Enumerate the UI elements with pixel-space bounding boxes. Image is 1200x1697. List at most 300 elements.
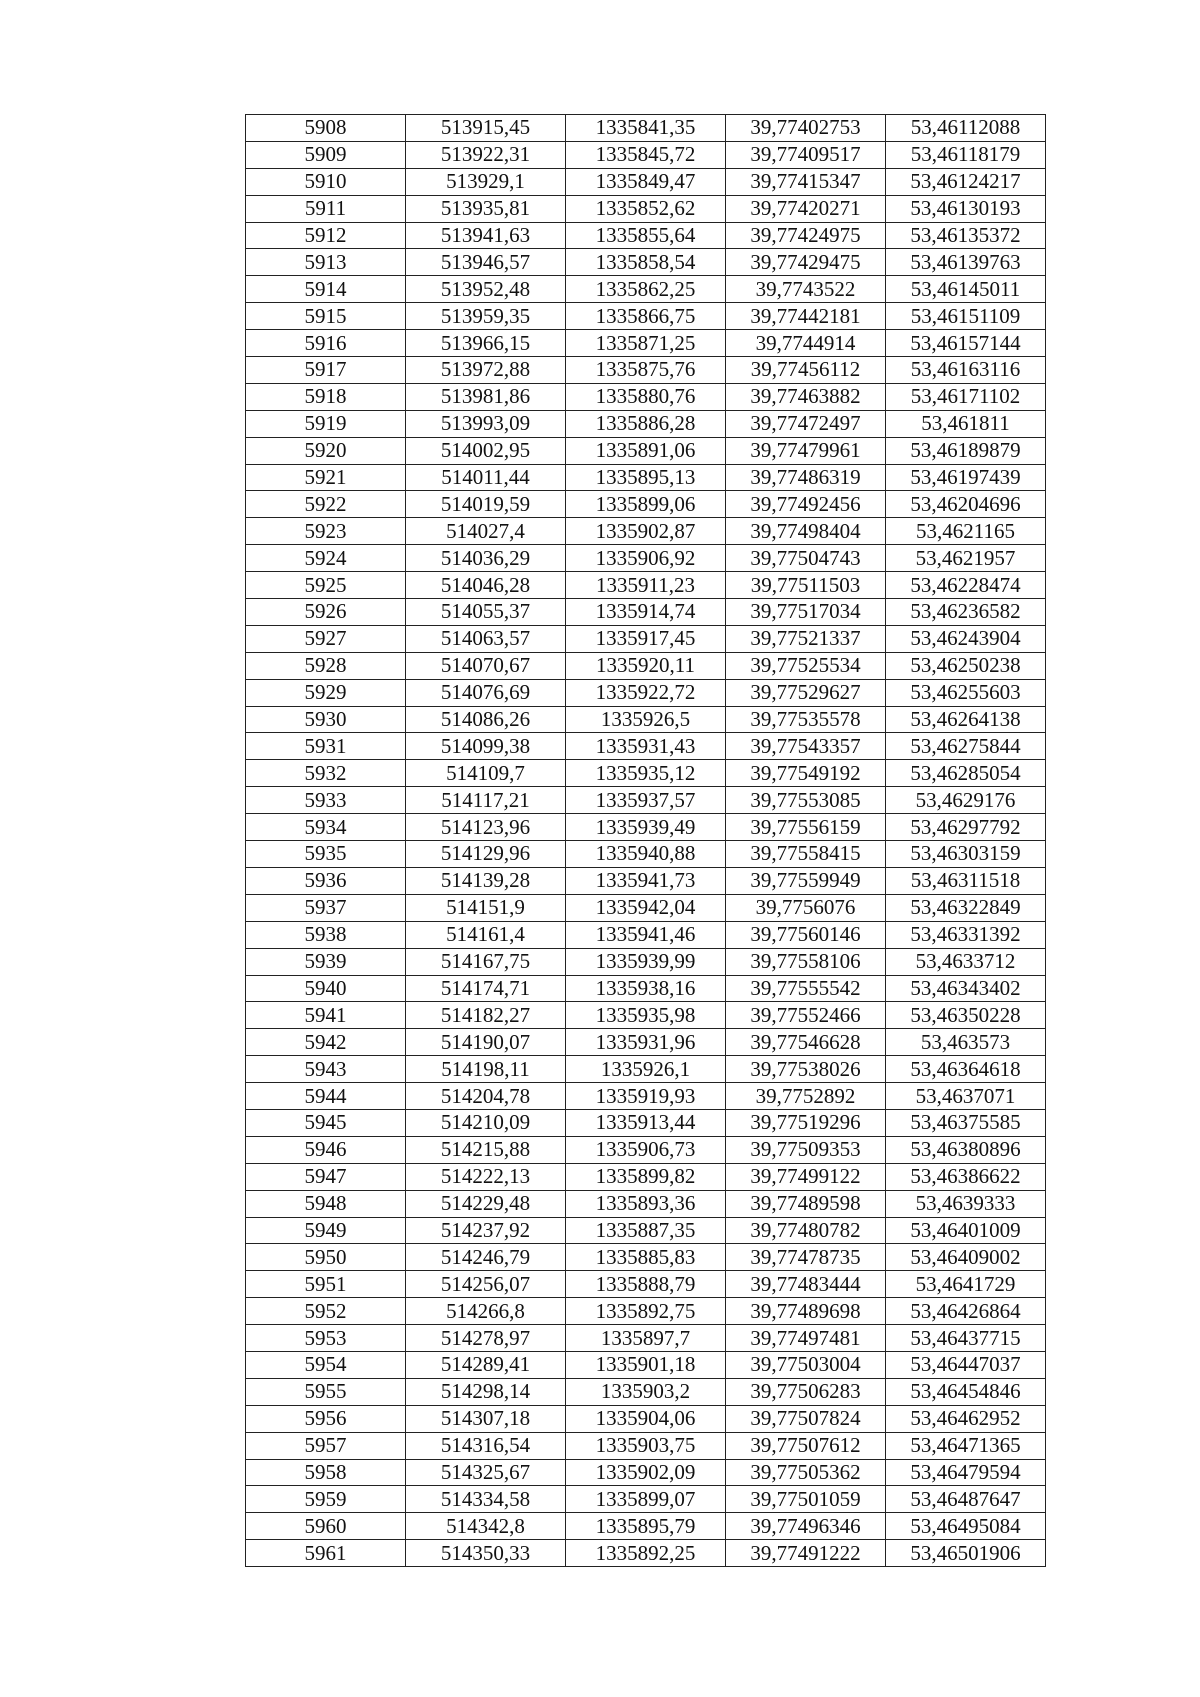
y-coordinate-cell: 1335875,76	[566, 357, 726, 384]
point-number-cell: 5930	[246, 706, 406, 733]
latitude-cell: 39,77556159	[726, 814, 886, 841]
y-coordinate-cell: 1335892,75	[566, 1298, 726, 1325]
x-coordinate-cell: 514117,21	[406, 787, 566, 814]
x-coordinate-cell: 514289,41	[406, 1351, 566, 1378]
y-coordinate-cell: 1335919,93	[566, 1083, 726, 1110]
x-coordinate-cell: 514099,38	[406, 733, 566, 760]
table-row	[246, 330, 1046, 357]
point-number-cell: 5912	[246, 222, 406, 249]
x-coordinate-cell: 514019,59	[406, 491, 566, 518]
y-coordinate-cell: 1335893,36	[566, 1190, 726, 1217]
y-coordinate-cell: 1335899,07	[566, 1486, 726, 1513]
y-coordinate-cell: 1335914,74	[566, 599, 726, 626]
latitude-cell: 39,77509353	[726, 1136, 886, 1163]
y-coordinate-cell: 1335938,16	[566, 975, 726, 1002]
y-coordinate-cell: 1335852,62	[566, 195, 726, 222]
longitude-cell: 53,46495084	[886, 1513, 1046, 1540]
table-row	[246, 625, 1046, 652]
table-row	[246, 437, 1046, 464]
latitude-cell: 39,77507824	[726, 1405, 886, 1432]
table-row	[246, 1378, 1046, 1405]
point-number-cell: 5939	[246, 948, 406, 975]
table-row	[246, 518, 1046, 545]
latitude-cell: 39,77501059	[726, 1486, 886, 1513]
latitude-cell: 39,7744914	[726, 330, 886, 357]
longitude-cell: 53,46322849	[886, 894, 1046, 921]
longitude-cell: 53,46228474	[886, 572, 1046, 599]
latitude-cell: 39,77456112	[726, 357, 886, 384]
latitude-cell: 39,77489698	[726, 1298, 886, 1325]
point-number-cell: 5950	[246, 1244, 406, 1271]
x-coordinate-cell: 514151,9	[406, 894, 566, 921]
x-coordinate-cell: 514316,54	[406, 1432, 566, 1459]
longitude-cell: 53,46204696	[886, 491, 1046, 518]
x-coordinate-cell: 514325,67	[406, 1459, 566, 1486]
x-coordinate-cell: 514215,88	[406, 1136, 566, 1163]
x-coordinate-cell: 514123,96	[406, 814, 566, 841]
y-coordinate-cell: 1335939,99	[566, 948, 726, 975]
longitude-cell: 53,4621165	[886, 518, 1046, 545]
table-row	[246, 652, 1046, 679]
point-number-cell: 5922	[246, 491, 406, 518]
latitude-cell: 39,77558415	[726, 841, 886, 868]
x-coordinate-cell: 514204,78	[406, 1083, 566, 1110]
y-coordinate-cell: 1335891,06	[566, 437, 726, 464]
latitude-cell: 39,77560146	[726, 921, 886, 948]
latitude-cell: 39,77505362	[726, 1459, 886, 1486]
latitude-cell: 39,77492456	[726, 491, 886, 518]
latitude-cell: 39,77543357	[726, 733, 886, 760]
longitude-cell: 53,46118179	[886, 141, 1046, 168]
latitude-cell: 39,77525534	[726, 652, 886, 679]
x-coordinate-cell: 514307,18	[406, 1405, 566, 1432]
point-number-cell: 5925	[246, 572, 406, 599]
x-coordinate-cell: 514229,48	[406, 1190, 566, 1217]
x-coordinate-cell: 514342,8	[406, 1513, 566, 1540]
y-coordinate-cell: 1335904,06	[566, 1405, 726, 1432]
latitude-cell: 39,77472497	[726, 410, 886, 437]
latitude-cell: 39,77480782	[726, 1217, 886, 1244]
point-number-cell: 5941	[246, 1002, 406, 1029]
longitude-cell: 53,4641729	[886, 1271, 1046, 1298]
x-coordinate-cell: 514063,57	[406, 625, 566, 652]
y-coordinate-cell: 1335935,12	[566, 760, 726, 787]
longitude-cell: 53,46171102	[886, 383, 1046, 410]
y-coordinate-cell: 1335845,72	[566, 141, 726, 168]
y-coordinate-cell: 1335866,75	[566, 303, 726, 330]
point-number-cell: 5914	[246, 276, 406, 303]
longitude-cell: 53,461811	[886, 410, 1046, 437]
longitude-cell: 53,46409002	[886, 1244, 1046, 1271]
table-row	[246, 545, 1046, 572]
x-coordinate-cell: 513959,35	[406, 303, 566, 330]
x-coordinate-cell: 513952,48	[406, 276, 566, 303]
point-number-cell: 5921	[246, 464, 406, 491]
x-coordinate-cell: 514036,29	[406, 545, 566, 572]
table-row	[246, 1244, 1046, 1271]
longitude-cell: 53,46157144	[886, 330, 1046, 357]
longitude-cell: 53,46380896	[886, 1136, 1046, 1163]
point-number-cell: 5915	[246, 303, 406, 330]
longitude-cell: 53,46471365	[886, 1432, 1046, 1459]
x-coordinate-cell: 513922,31	[406, 141, 566, 168]
table-row	[246, 760, 1046, 787]
point-number-cell: 5944	[246, 1083, 406, 1110]
y-coordinate-cell: 1335886,28	[566, 410, 726, 437]
x-coordinate-cell: 513966,15	[406, 330, 566, 357]
point-number-cell: 5929	[246, 679, 406, 706]
table-row	[246, 975, 1046, 1002]
point-number-cell: 5949	[246, 1217, 406, 1244]
point-number-cell: 5945	[246, 1109, 406, 1136]
longitude-cell: 53,46145011	[886, 276, 1046, 303]
longitude-cell: 53,46264138	[886, 706, 1046, 733]
x-coordinate-cell: 514190,07	[406, 1029, 566, 1056]
table-row	[246, 841, 1046, 868]
table-row	[246, 1459, 1046, 1486]
latitude-cell: 39,7756076	[726, 894, 886, 921]
latitude-cell: 39,77552466	[726, 1002, 886, 1029]
x-coordinate-cell: 514174,71	[406, 975, 566, 1002]
x-coordinate-cell: 514167,75	[406, 948, 566, 975]
table-row	[246, 1163, 1046, 1190]
y-coordinate-cell: 1335899,82	[566, 1163, 726, 1190]
x-coordinate-cell: 513915,45	[406, 115, 566, 142]
y-coordinate-cell: 1335942,04	[566, 894, 726, 921]
table-row	[246, 249, 1046, 276]
latitude-cell: 39,77442181	[726, 303, 886, 330]
latitude-cell: 39,77538026	[726, 1056, 886, 1083]
y-coordinate-cell: 1335937,57	[566, 787, 726, 814]
point-number-cell: 5927	[246, 625, 406, 652]
point-number-cell: 5917	[246, 357, 406, 384]
y-coordinate-cell: 1335888,79	[566, 1271, 726, 1298]
point-number-cell: 5933	[246, 787, 406, 814]
table-row	[246, 948, 1046, 975]
y-coordinate-cell: 1335902,09	[566, 1459, 726, 1486]
table-row	[246, 303, 1046, 330]
table-row	[246, 1056, 1046, 1083]
x-coordinate-cell: 514011,44	[406, 464, 566, 491]
point-number-cell: 5923	[246, 518, 406, 545]
latitude-cell: 39,77498404	[726, 518, 886, 545]
x-coordinate-cell: 514161,4	[406, 921, 566, 948]
latitude-cell: 39,77424975	[726, 222, 886, 249]
y-coordinate-cell: 1335855,64	[566, 222, 726, 249]
longitude-cell: 53,46311518	[886, 867, 1046, 894]
longitude-cell: 53,46331392	[886, 921, 1046, 948]
point-number-cell: 5946	[246, 1136, 406, 1163]
x-coordinate-cell: 513993,09	[406, 410, 566, 437]
longitude-cell: 53,46135372	[886, 222, 1046, 249]
longitude-cell: 53,463573	[886, 1029, 1046, 1056]
y-coordinate-cell: 1335899,06	[566, 491, 726, 518]
longitude-cell: 53,46297792	[886, 814, 1046, 841]
table-row	[246, 1002, 1046, 1029]
longitude-cell: 53,46375585	[886, 1109, 1046, 1136]
latitude-cell: 39,7743522	[726, 276, 886, 303]
point-number-cell: 5931	[246, 733, 406, 760]
latitude-cell: 39,77499122	[726, 1163, 886, 1190]
table-row	[246, 1190, 1046, 1217]
longitude-cell: 53,46255603	[886, 679, 1046, 706]
latitude-cell: 39,77486319	[726, 464, 886, 491]
table-row	[246, 115, 1046, 142]
y-coordinate-cell: 1335858,54	[566, 249, 726, 276]
longitude-cell: 53,4639333	[886, 1190, 1046, 1217]
longitude-cell: 53,46487647	[886, 1486, 1046, 1513]
point-number-cell: 5955	[246, 1378, 406, 1405]
x-coordinate-cell: 514182,27	[406, 1002, 566, 1029]
latitude-cell: 39,77415347	[726, 168, 886, 195]
latitude-cell: 39,77553085	[726, 787, 886, 814]
point-number-cell: 5919	[246, 410, 406, 437]
latitude-cell: 39,77511503	[726, 572, 886, 599]
latitude-cell: 39,77546628	[726, 1029, 886, 1056]
x-coordinate-cell: 514046,28	[406, 572, 566, 599]
latitude-cell: 39,77503004	[726, 1351, 886, 1378]
y-coordinate-cell: 1335913,44	[566, 1109, 726, 1136]
y-coordinate-cell: 1335931,96	[566, 1029, 726, 1056]
longitude-cell: 53,46454846	[886, 1378, 1046, 1405]
longitude-cell: 53,46303159	[886, 841, 1046, 868]
y-coordinate-cell: 1335935,98	[566, 1002, 726, 1029]
x-coordinate-cell: 514210,09	[406, 1109, 566, 1136]
table-row	[246, 222, 1046, 249]
longitude-cell: 53,46130193	[886, 195, 1046, 222]
longitude-cell: 53,46386622	[886, 1163, 1046, 1190]
latitude-cell: 39,77496346	[726, 1513, 886, 1540]
longitude-cell: 53,46462952	[886, 1405, 1046, 1432]
table-row	[246, 1136, 1046, 1163]
table-row	[246, 1109, 1046, 1136]
point-number-cell: 5954	[246, 1351, 406, 1378]
latitude-cell: 39,77517034	[726, 599, 886, 626]
point-number-cell: 5938	[246, 921, 406, 948]
table-row	[246, 921, 1046, 948]
point-number-cell: 5958	[246, 1459, 406, 1486]
x-coordinate-cell: 514246,79	[406, 1244, 566, 1271]
latitude-cell: 39,77521337	[726, 625, 886, 652]
latitude-cell: 39,77420271	[726, 195, 886, 222]
point-number-cell: 5961	[246, 1540, 406, 1567]
latitude-cell: 39,77491222	[726, 1540, 886, 1567]
latitude-cell: 39,77535578	[726, 706, 886, 733]
latitude-cell: 39,77478735	[726, 1244, 886, 1271]
table-row	[246, 1325, 1046, 1352]
table-row	[246, 1486, 1046, 1513]
point-number-cell: 5937	[246, 894, 406, 921]
y-coordinate-cell: 1335940,88	[566, 841, 726, 868]
longitude-cell: 53,46112088	[886, 115, 1046, 142]
table-row	[246, 141, 1046, 168]
coordinates-table-body	[246, 115, 1046, 1567]
table-row	[246, 1405, 1046, 1432]
x-coordinate-cell: 514198,11	[406, 1056, 566, 1083]
longitude-cell: 53,46364618	[886, 1056, 1046, 1083]
latitude-cell: 39,77506283	[726, 1378, 886, 1405]
point-number-cell: 5959	[246, 1486, 406, 1513]
x-coordinate-cell: 514298,14	[406, 1378, 566, 1405]
longitude-cell: 53,46285054	[886, 760, 1046, 787]
point-number-cell: 5916	[246, 330, 406, 357]
x-coordinate-cell: 513935,81	[406, 195, 566, 222]
latitude-cell: 39,77483444	[726, 1271, 886, 1298]
table-row	[246, 1298, 1046, 1325]
x-coordinate-cell: 513972,88	[406, 357, 566, 384]
point-number-cell: 5928	[246, 652, 406, 679]
longitude-cell: 53,46426864	[886, 1298, 1046, 1325]
y-coordinate-cell: 1335903,75	[566, 1432, 726, 1459]
longitude-cell: 53,46124217	[886, 168, 1046, 195]
point-number-cell: 5910	[246, 168, 406, 195]
x-coordinate-cell: 514266,8	[406, 1298, 566, 1325]
coordinates-table	[245, 114, 1046, 1567]
y-coordinate-cell: 1335902,87	[566, 518, 726, 545]
point-number-cell: 5947	[246, 1163, 406, 1190]
table-row	[246, 1271, 1046, 1298]
table-row	[246, 168, 1046, 195]
longitude-cell: 53,46437715	[886, 1325, 1046, 1352]
table-row	[246, 1217, 1046, 1244]
x-coordinate-cell: 513929,1	[406, 168, 566, 195]
point-number-cell: 5908	[246, 115, 406, 142]
y-coordinate-cell: 1335895,79	[566, 1513, 726, 1540]
point-number-cell: 5942	[246, 1029, 406, 1056]
latitude-cell: 39,77559949	[726, 867, 886, 894]
latitude-cell: 39,77429475	[726, 249, 886, 276]
latitude-cell: 39,77409517	[726, 141, 886, 168]
y-coordinate-cell: 1335926,5	[566, 706, 726, 733]
latitude-cell: 39,77519296	[726, 1109, 886, 1136]
table-row	[246, 357, 1046, 384]
longitude-cell: 53,46275844	[886, 733, 1046, 760]
latitude-cell: 39,77555542	[726, 975, 886, 1002]
x-coordinate-cell: 514055,37	[406, 599, 566, 626]
x-coordinate-cell: 514002,95	[406, 437, 566, 464]
y-coordinate-cell: 1335939,49	[566, 814, 726, 841]
y-coordinate-cell: 1335920,11	[566, 652, 726, 679]
y-coordinate-cell: 1335871,25	[566, 330, 726, 357]
latitude-cell: 39,77504743	[726, 545, 886, 572]
latitude-cell: 39,77479961	[726, 437, 886, 464]
y-coordinate-cell: 1335917,45	[566, 625, 726, 652]
x-coordinate-cell: 514237,92	[406, 1217, 566, 1244]
longitude-cell: 53,4629176	[886, 787, 1046, 814]
longitude-cell: 53,46139763	[886, 249, 1046, 276]
x-coordinate-cell: 513981,86	[406, 383, 566, 410]
y-coordinate-cell: 1335897,7	[566, 1325, 726, 1352]
point-number-cell: 5934	[246, 814, 406, 841]
longitude-cell: 53,46189879	[886, 437, 1046, 464]
x-coordinate-cell: 514076,69	[406, 679, 566, 706]
table-row	[246, 1540, 1046, 1567]
x-coordinate-cell: 514222,13	[406, 1163, 566, 1190]
longitude-cell: 53,46350228	[886, 1002, 1046, 1029]
latitude-cell: 39,77549192	[726, 760, 886, 787]
y-coordinate-cell: 1335885,83	[566, 1244, 726, 1271]
point-number-cell: 5951	[246, 1271, 406, 1298]
longitude-cell: 53,46151109	[886, 303, 1046, 330]
longitude-cell: 53,4633712	[886, 948, 1046, 975]
point-number-cell: 5926	[246, 599, 406, 626]
x-coordinate-cell: 514027,4	[406, 518, 566, 545]
latitude-cell: 39,7752892	[726, 1083, 886, 1110]
latitude-cell: 39,77558106	[726, 948, 886, 975]
table-row	[246, 491, 1046, 518]
longitude-cell: 53,4637071	[886, 1083, 1046, 1110]
longitude-cell: 53,46501906	[886, 1540, 1046, 1567]
longitude-cell: 53,46447037	[886, 1351, 1046, 1378]
point-number-cell: 5948	[246, 1190, 406, 1217]
y-coordinate-cell: 1335906,92	[566, 545, 726, 572]
table-row	[246, 1513, 1046, 1540]
point-number-cell: 5953	[246, 1325, 406, 1352]
y-coordinate-cell: 1335941,46	[566, 921, 726, 948]
x-coordinate-cell: 514139,28	[406, 867, 566, 894]
y-coordinate-cell: 1335926,1	[566, 1056, 726, 1083]
y-coordinate-cell: 1335931,43	[566, 733, 726, 760]
table-row	[246, 787, 1046, 814]
longitude-cell: 53,46243904	[886, 625, 1046, 652]
x-coordinate-cell: 513941,63	[406, 222, 566, 249]
point-number-cell: 5913	[246, 249, 406, 276]
table-row	[246, 894, 1046, 921]
table-row	[246, 572, 1046, 599]
point-number-cell: 5956	[246, 1405, 406, 1432]
x-coordinate-cell: 514278,97	[406, 1325, 566, 1352]
point-number-cell: 5911	[246, 195, 406, 222]
table-row	[246, 1083, 1046, 1110]
table-row	[246, 867, 1046, 894]
table-row	[246, 195, 1046, 222]
point-number-cell: 5924	[246, 545, 406, 572]
x-coordinate-cell: 514109,7	[406, 760, 566, 787]
y-coordinate-cell: 1335906,73	[566, 1136, 726, 1163]
longitude-cell: 53,46479594	[886, 1459, 1046, 1486]
longitude-cell: 53,46401009	[886, 1217, 1046, 1244]
table-row	[246, 706, 1046, 733]
y-coordinate-cell: 1335903,2	[566, 1378, 726, 1405]
table-row	[246, 599, 1046, 626]
y-coordinate-cell: 1335849,47	[566, 168, 726, 195]
point-number-cell: 5932	[246, 760, 406, 787]
table-row	[246, 464, 1046, 491]
y-coordinate-cell: 1335895,13	[566, 464, 726, 491]
table-row	[246, 383, 1046, 410]
longitude-cell: 53,46163116	[886, 357, 1046, 384]
x-coordinate-cell: 513946,57	[406, 249, 566, 276]
point-number-cell: 5920	[246, 437, 406, 464]
latitude-cell: 39,77402753	[726, 115, 886, 142]
x-coordinate-cell: 514070,67	[406, 652, 566, 679]
longitude-cell: 53,46236582	[886, 599, 1046, 626]
point-number-cell: 5936	[246, 867, 406, 894]
point-number-cell: 5957	[246, 1432, 406, 1459]
y-coordinate-cell: 1335841,35	[566, 115, 726, 142]
y-coordinate-cell: 1335880,76	[566, 383, 726, 410]
table-row	[246, 733, 1046, 760]
x-coordinate-cell: 514129,96	[406, 841, 566, 868]
latitude-cell: 39,77463882	[726, 383, 886, 410]
y-coordinate-cell: 1335887,35	[566, 1217, 726, 1244]
table-row	[246, 276, 1046, 303]
table-row	[246, 1351, 1046, 1378]
y-coordinate-cell: 1335862,25	[566, 276, 726, 303]
longitude-cell: 53,4621957	[886, 545, 1046, 572]
y-coordinate-cell: 1335941,73	[566, 867, 726, 894]
point-number-cell: 5918	[246, 383, 406, 410]
